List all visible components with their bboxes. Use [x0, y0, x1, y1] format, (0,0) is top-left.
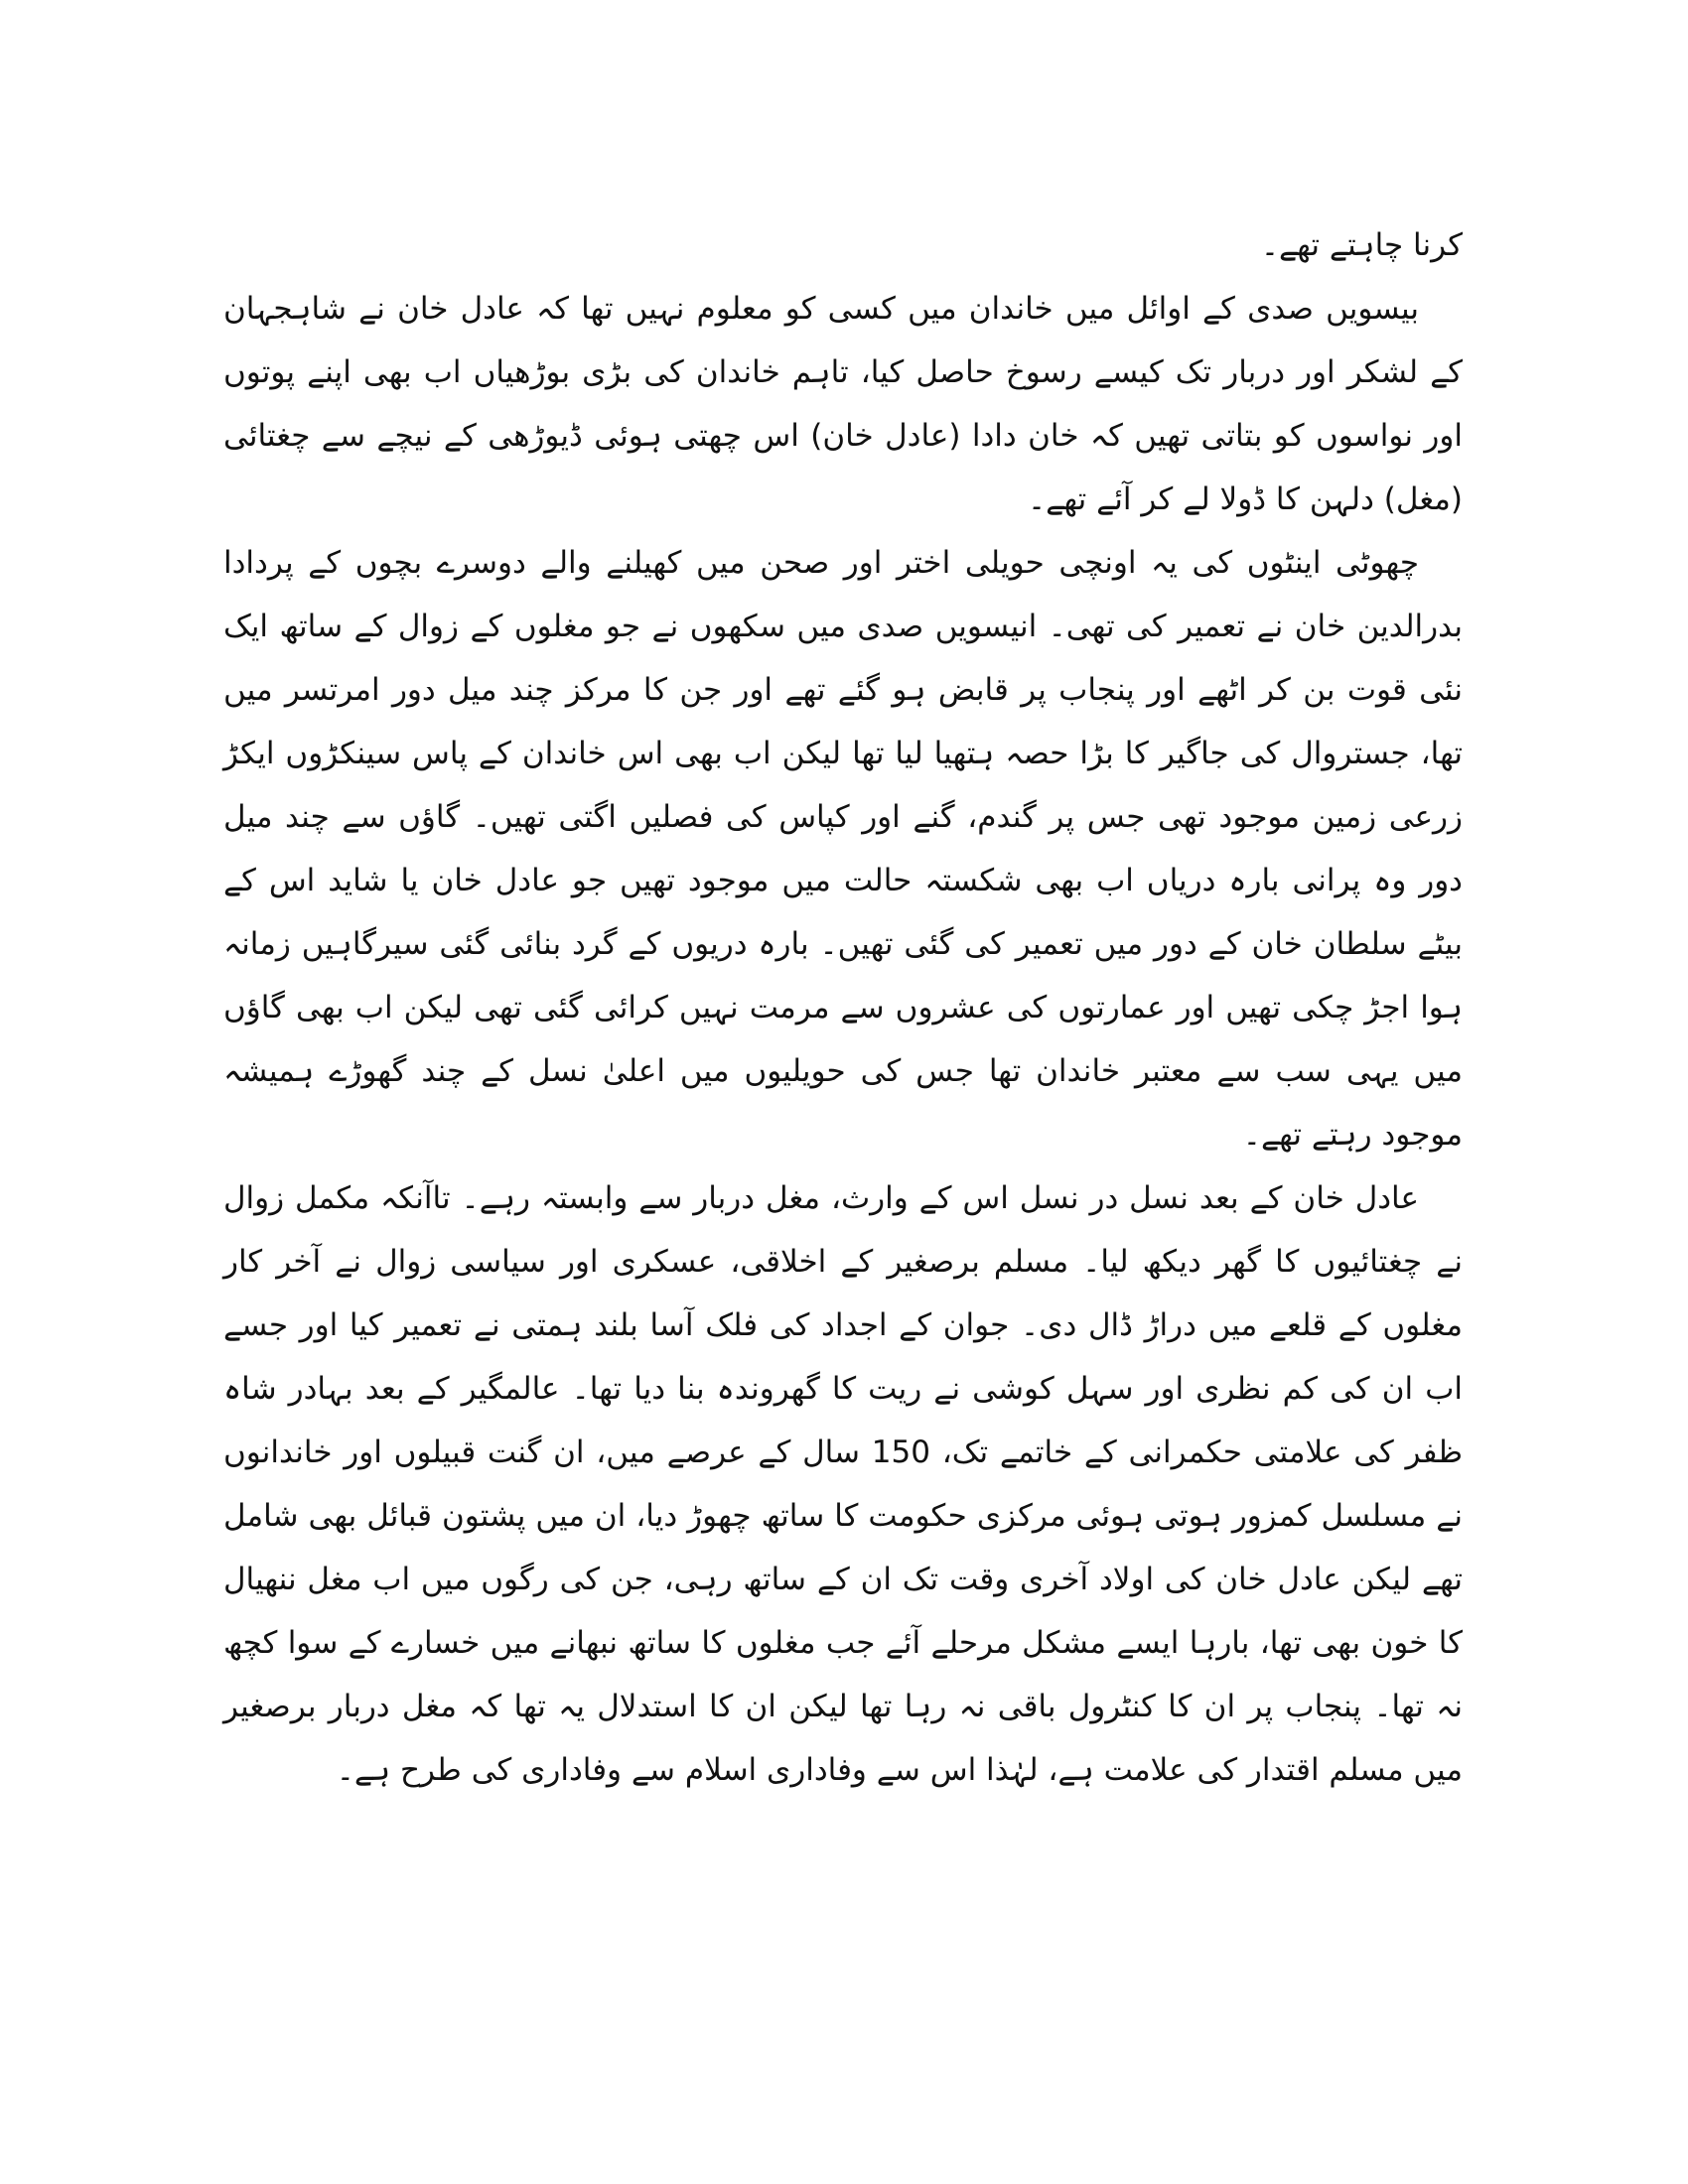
paragraph-continuation: کرنا چاہتے تھے۔	[1260, 227, 1463, 263]
paragraph-mughal-decline: عادل خان کے بعد نسل در نسل اس کے وارث، مغل دربار سے وابستہ رہے۔ تاآنکہ مکمل زوال نے چغتائیوں کا گھر دیکھ لیا۔ مسلم برصغیر کے اخلاقی، عسکری اور سیاسی زوال نے آخر کار مغلوں کے قلعے میں دراڑ ڈال دی۔ جوان کے اجداد کی فلک آسا بلند ہمتی نے تعمیر کیا اور جسے اب ان کی کم نظری اور سہل کوشی نے ریت کا گھروندہ بنا دیا تھا۔ عالمگیر کے بعد بہادر شاہ ظفر کی علامتی حکمرانی کے خاتمے تک، 150 سال کے عرصے میں، ان گنت قبیلوں اور خاندانوں نے مسلسل کمزور ہوتی ہوئی مرکزی حکومت کا ساتھ چھوڑ دیا، ان میں پشتون قبائل بھی شامل تھے لیکن عادل خان کی اولاد آخری وقت تک ان کے ساتھ رہی، جن کی رگوں میں اب مغل ننھیال کا خون بھی تھا، بارہا ایسے مشکل مرحلے آئے جب مغلوں کا ساتھ نبھانے میں خسارے کے سوا کچھ نہ تھا۔ پنجاب پر ان کا کنٹرول باقی نہ رہا تھا لیکن ان کا استدلال یہ تھا کہ مغل دربار برصغیر میں مسلم اقتدار کی علامت ہے، لہٰذا اس سے وفاداری اسلام سے وفاداری کی طرح ہے۔	[223, 1180, 1463, 1788]
paragraph-haveli-history: چھوٹی اینٹوں کی یہ اونچی حویلی اختر اور صحن میں کھیلنے والے دوسرے بچوں کے پردادا بدرالدین خان نے تعمیر کی تھی۔ انیسویں صدی میں سکھوں نے جو مغلوں کے زوال کے ساتھ ایک نئی قوت بن کر اٹھے اور پنجاب پر قابض ہو گئے تھے اور جن کا مرکز چند میل دور امرتسر میں تھا، جستروال کی جاگیر کا بڑا حصہ ہتھیا لیا تھا لیکن اب بھی اس خاندان کے پاس سینکڑوں ایکڑ زرعی زمین موجود تھی جس پر گندم، گنے اور کپاس کی فصلیں اگتی تھیں۔ گاؤں سے چند میل دور وہ پرانی بارہ دریاں اب بھی شکستہ حالت میں موجود تھیں جو عادل خان یا شاید اس کے بیٹے سلطان خان کے دور میں تعمیر کی گئی تھیں۔ بارہ دریوں کے گرد بنائی گئی سیرگاہیں زمانہ ہوا اجڑ چکی تھیں اور عمارتوں کی عشروں سے مرمت نہیں کرائی گئی تھی لیکن اب بھی گاؤں میں یہی سب سے معتبر خاندان تھا جس کی حویلیوں میں اعلیٰ نسل کے چند گھوڑے ہمیشہ موجود رہتے تھے۔	[223, 545, 1463, 1153]
urdu-text-body	[223, 213, 1463, 1802]
paragraph-adil-khan-influence: بیسویں صدی کے اوائل میں خاندان میں کسی کو معلوم نہیں تھا کہ عادل خان نے شاہجہان کے لشکر اور دربار تک کیسے رسوخ حاصل کیا، تاہم خاندان کی بڑی بوڑھیاں اب بھی اپنے پوتوں اور نواسوں کو بتاتی تھیں کہ خان دادا (عادل خان) اس چھتی ہوئی ڈیوڑھی کے نیچے سے چغتائی (مغل) دلہن کا ڈولا لے کر آئے تھے۔	[223, 291, 1463, 517]
